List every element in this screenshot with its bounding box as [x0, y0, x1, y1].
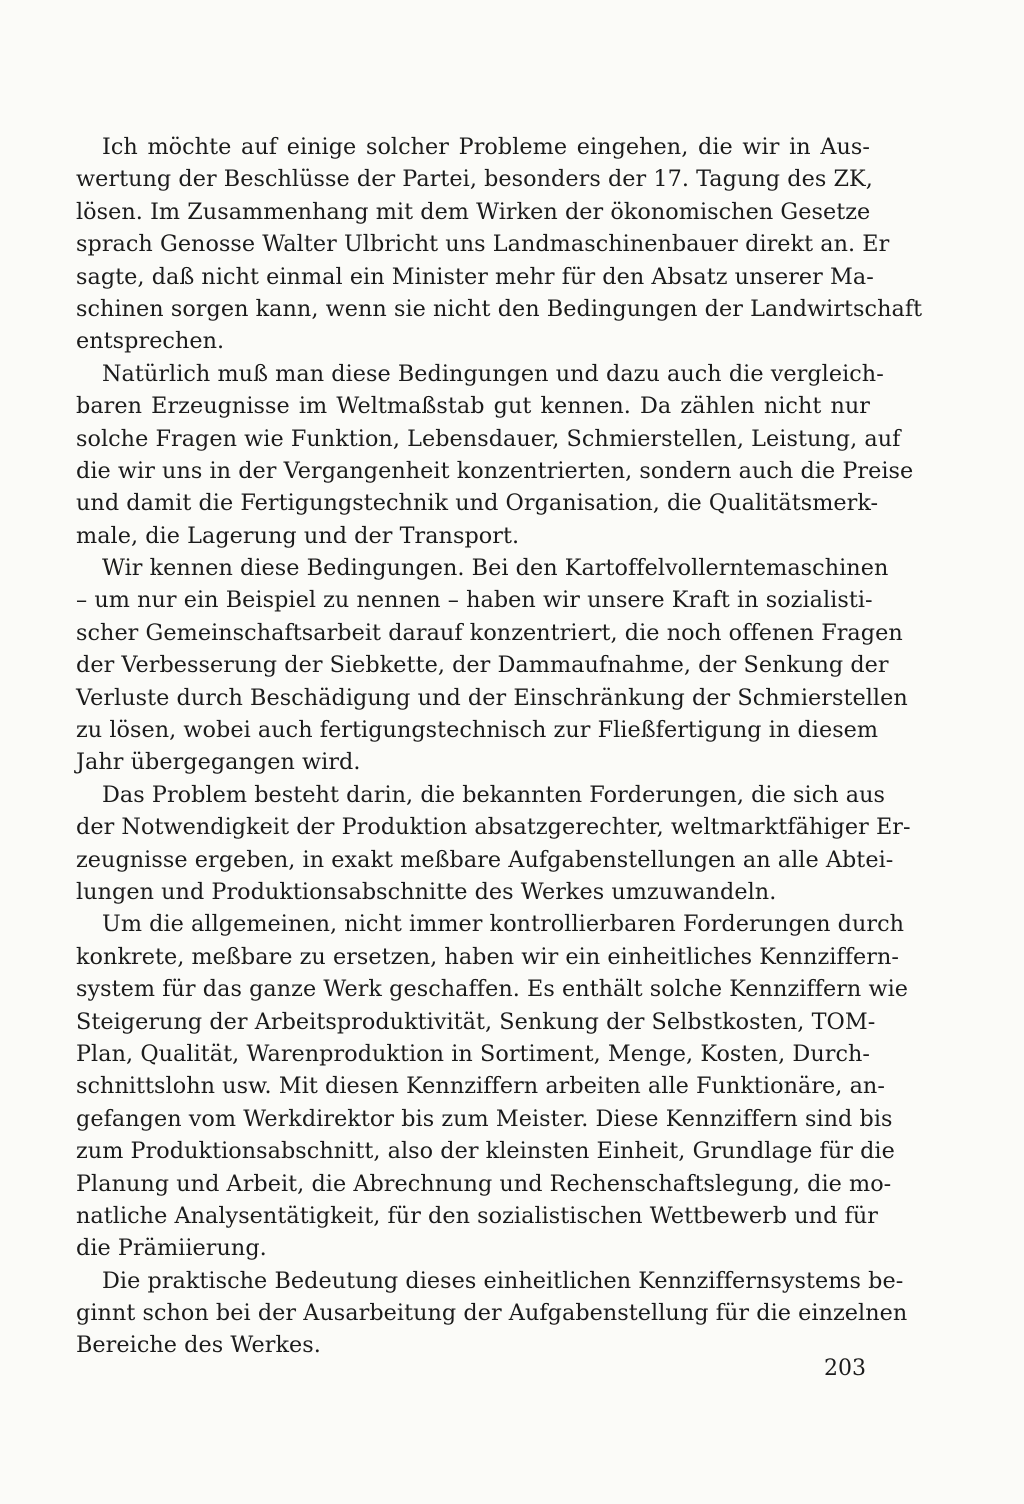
- text-line: Ich möchte auf einige solcher Probleme eingehen, die wir in Aus-: [102, 134, 870, 160]
- text-line: wertung der Beschlüsse der Partei, besonders der 17. Tagung des ZK,: [76, 166, 873, 193]
- text-line: Bereiche des Werkes.: [76, 1332, 321, 1359]
- text-line: lungen und Produktionsabschnitte des Werkes umzuwandeln.: [76, 878, 777, 905]
- text-line: sprach Genosse Walter Ulbricht uns Landmaschinenbauer direkt an. Er: [76, 231, 890, 258]
- text-line: zeugnisse ergeben, in exakt meßbare Aufgabenstellungen an alle Abtei-: [76, 846, 894, 873]
- page-number: 203: [824, 1356, 866, 1381]
- text-line: konkrete, meßbare zu ersetzen, haben wir ein einheitliches Kennziffern-: [76, 943, 899, 970]
- paragraph-6: [76, 1265, 908, 1362]
- text-line: Wir kennen diese Bedingungen. Bei den Kartoffelvollerntemaschinen: [102, 555, 889, 582]
- text-line: system für das ganze Werk geschaffen. Es enthält solche Kennziffern wie: [76, 976, 909, 1003]
- text-line: die Prämiierung.: [76, 1235, 267, 1262]
- text-line: zum Produktionsabschnitt, also der kleinsten Einheit, Grundlage für die: [76, 1138, 895, 1165]
- text-line: Steigerung der Arbeitsproduktivität, Senkung der Selbstkosten, TOM-: [76, 1008, 876, 1035]
- text-line: Plan, Qualität, Warenproduktion in Sortiment, Menge, Kosten, Durch-: [76, 1040, 870, 1067]
- text-line: solche Fragen wie Funktion, Lebensdauer, Schmierstellen, Leistung, auf: [76, 425, 901, 452]
- text-line: scher Gemeinschaftsarbeit darauf konzentriert, die noch offenen Fragen: [76, 619, 903, 646]
- text-line: ginnt schon bei der Ausarbeitung der Aufgabenstellung für die einzelnen: [76, 1300, 908, 1327]
- text-line: sagte, daß nicht einmal ein Minister mehr für den Absatz unserer Ma-: [76, 263, 874, 290]
- paragraph-1: [76, 131, 923, 358]
- text-line: lösen. Im Zusammenhang mit dem Wirken der ökonomischen Gesetze: [76, 198, 871, 225]
- text-line: Planung und Arbeit, die Abrechnung und Rechenschaftslegung, die mo-: [76, 1170, 892, 1197]
- body-text: [76, 131, 923, 1362]
- text-line: – um nur ein Beispiel zu nennen – haben wir unsere Kraft in sozialisti-: [76, 587, 873, 614]
- paragraph-3: [76, 552, 908, 779]
- text-line: Natürlich muß man diese Bedingungen und dazu auch die vergleich-: [102, 360, 884, 387]
- text-line: Das Problem besteht darin, die bekannten Forderungen, die sich aus: [102, 781, 886, 808]
- text-line: zu lösen, wobei auch fertigungstechnisch zur Fließfertigung in diesem: [76, 717, 879, 744]
- text-line: gefangen vom Werkdirektor bis zum Meister. Diese Kennziffern sind bis: [76, 1105, 893, 1132]
- paragraph-2: [76, 358, 914, 552]
- text-line: entsprechen.: [76, 328, 225, 355]
- text-line: und damit die Fertigungstechnik und Organisation, die Qualitätsmerk-: [76, 490, 879, 517]
- text-line: Die praktische Bedeutung dieses einheitlichen Kennziffernsystems be-: [102, 1267, 904, 1294]
- text-line: schinen sorgen kann, wenn sie nicht den Bedingungen der Landwirtschaft: [76, 295, 923, 322]
- text-line: der Verbesserung der Siebkette, der Dammaufnahme, der Senkung der: [76, 652, 889, 679]
- text-line: der Notwendigkeit der Produktion absatzgerechter, weltmarktfähiger Er-: [76, 814, 911, 841]
- text-line: Um die allgemeinen, nicht immer kontrollierbaren Forderungen durch: [102, 911, 905, 938]
- text-line: natliche Analysentätigkeit, für den sozialistischen Wettbewerb und für: [76, 1202, 878, 1229]
- text-line: Jahr übergegangen wird.: [76, 749, 361, 776]
- text-line: die wir uns in der Vergangenheit konzentrierten, sondern auch die Preise: [76, 457, 914, 484]
- text-line: baren Erzeugnisse im Weltmaßstab gut kennen. Da zählen nicht nur: [76, 393, 870, 420]
- paragraph-4: [76, 779, 911, 909]
- text-line: male, die Lagerung und der Transport.: [76, 522, 520, 549]
- paragraph-5: [76, 908, 909, 1264]
- text-line: Verluste durch Beschädigung und der Einschränkung der Schmierstellen: [76, 684, 908, 711]
- text-line: schnittslohn usw. Mit diesen Kennziffern arbeiten alle Funktionäre, an-: [76, 1073, 885, 1100]
